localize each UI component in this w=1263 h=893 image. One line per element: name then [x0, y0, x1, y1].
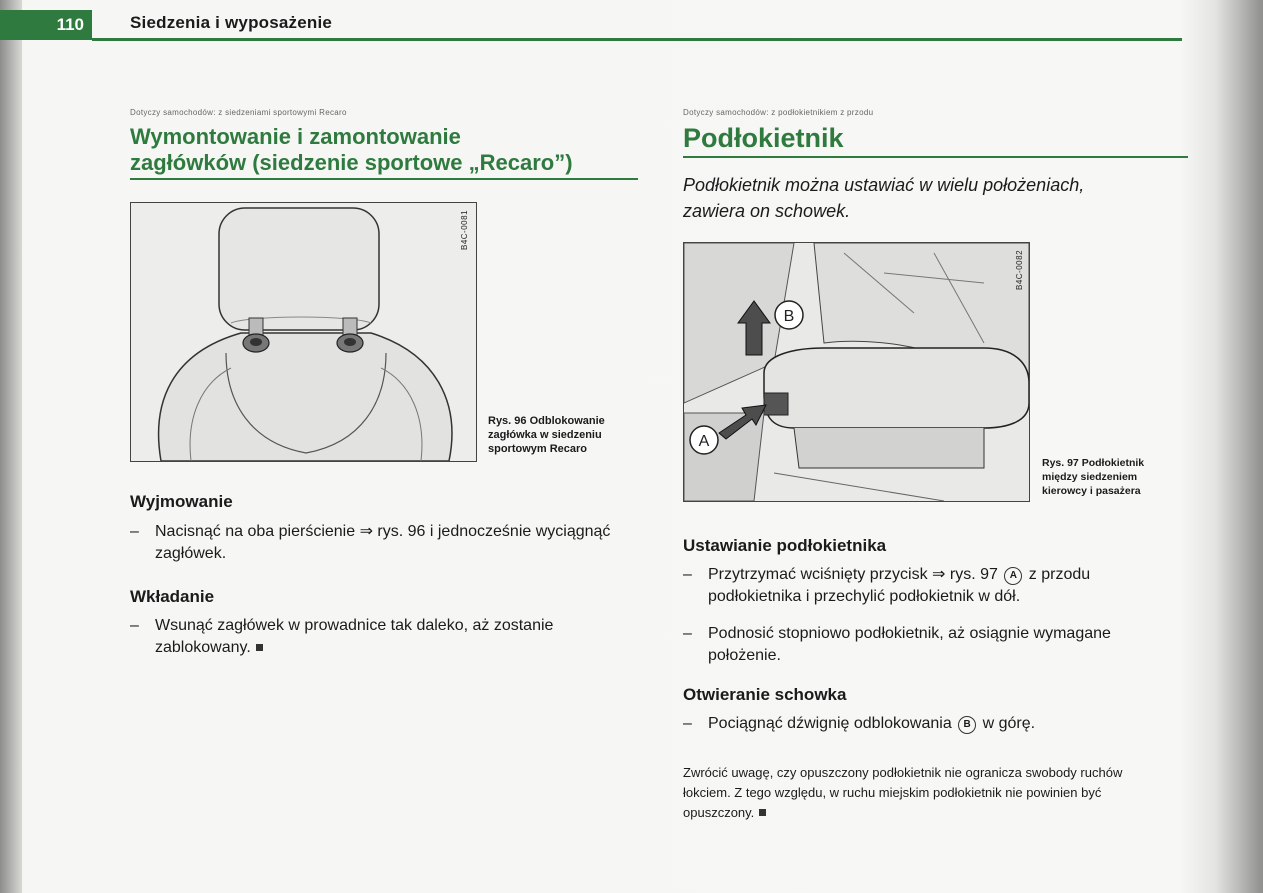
lever-b-icon: B [958, 716, 976, 734]
caption-97-line1: Rys. 97 Podłokietnik [1042, 457, 1145, 469]
lead-line1: Podłokietnik można ustawiać w wielu położeniach, [683, 175, 1085, 195]
right-title-rule [683, 156, 1188, 158]
left-title-rule [130, 178, 638, 180]
end-mark-icon [256, 644, 263, 651]
caption-97-line2: między siedzeniem [1042, 471, 1138, 483]
right-section2-heading: Otwieranie schowka [683, 685, 847, 704]
label-a: A [698, 433, 710, 450]
right-title: Podłokietnik [683, 123, 844, 153]
lead-line2: zawiera on schowek. [683, 201, 851, 221]
caption-96-line3: sportowym Recaro [488, 443, 588, 455]
caption-97-line3: kierowcy i pasażera [1042, 485, 1141, 497]
headrest-illustration [131, 203, 476, 461]
left-section2-heading: Wkładanie [130, 587, 215, 606]
figure-97-code: B4C-0082 [1015, 249, 1024, 290]
page-spine [0, 0, 22, 893]
page-number: 110 [0, 10, 92, 40]
right-item1: – Przytrzymać wciśnięty przycisk ⇒ rys. 97 A z przodu podłokietnika i przechylić podłokietnik w dół. [683, 566, 1091, 605]
header-rule [92, 38, 1182, 41]
left-section2-item: – Wsunąć zagłówek w prowadnice tak daleko, aż zostanie zablokowany. [130, 617, 554, 656]
armrest-illustration [684, 243, 1029, 501]
button-a-icon: A [1004, 567, 1022, 585]
left-title-line2: zagłówków (siedzenie sportowe „Recaro”) [130, 150, 573, 175]
right-item3: – Pociągnąć dźwignię odblokowania B w górę. [683, 715, 1036, 732]
left-section1-item: – Nacisnąć na oba pierścienie ⇒ rys. 96 i jednocześnie wyciągnąć zagłówek. [130, 523, 611, 562]
right-applies-to: Dotyczy samochodów: z podłokietnikiem z przodu [683, 108, 874, 117]
right-lead [683, 172, 1084, 224]
left-section1-heading: Wyjmowanie [130, 492, 233, 511]
figure-97-caption [1042, 456, 1144, 498]
label-b: B [783, 308, 795, 325]
running-title: Siedzenia i wyposażenie [130, 13, 333, 32]
figure-96-code: B4C-0081 [460, 209, 469, 250]
caption-96-line2: zagłówka w siedzeniu [488, 429, 602, 441]
right-item2: – Podnosić stopniowo podłokietnik, aż osiągnie wymagane położenie. [683, 625, 1111, 664]
figure-97 [683, 242, 1030, 502]
left-applies-to: Dotyczy samochodów: z siedzeniami sportowymi Recaro [130, 108, 347, 117]
warning-note: Zwrócić uwagę, czy opuszczony podłokietnik nie ogranicza swobody ruchów łokciem. Z tego względu, w ruchu miejskim podłokietnik nie powinien być opuszczony. [683, 765, 1123, 820]
figure-96 [130, 202, 477, 462]
end-mark-icon [759, 809, 766, 816]
caption-96-line1: Rys. 96 Odblokowanie [488, 415, 605, 427]
right-section1-heading: Ustawianie podłokietnika [683, 536, 887, 555]
figure-96-caption [488, 414, 605, 456]
left-title-line1: Wymontowanie i zamontowanie [130, 124, 461, 149]
